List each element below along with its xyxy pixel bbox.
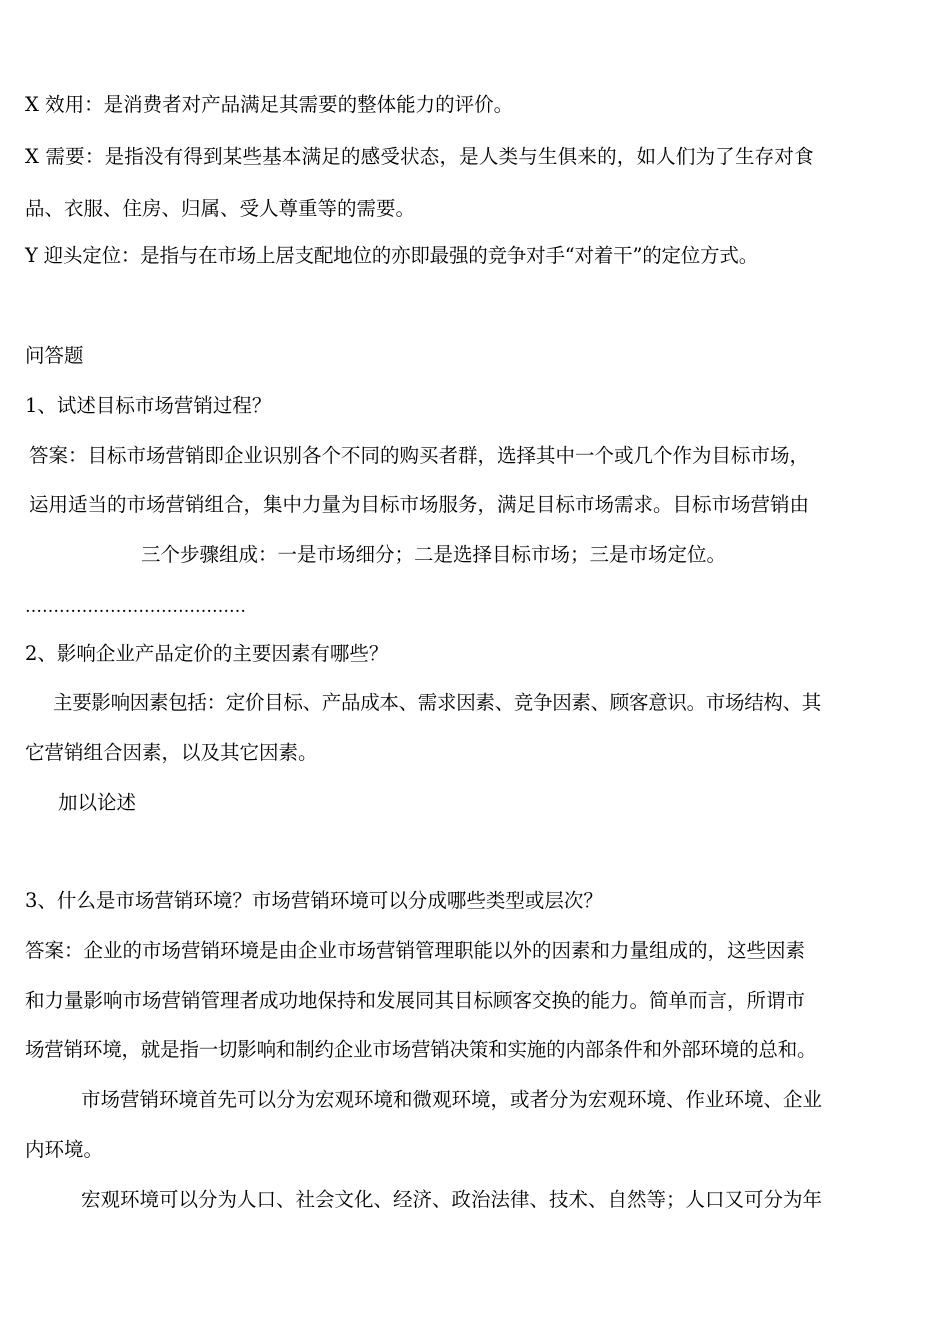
definition-need-line1: X 需要：是指没有得到某些基本满足的感受状态，是人类与生俱来的，如人们为了生存对食 xyxy=(25,145,814,168)
answer-2-line2: 它营销组合因素，以及其它因素。 xyxy=(25,741,318,764)
definition-utility: X 效用：是消费者对产品满足其需要的整体能力的评价。 xyxy=(25,93,514,116)
ellipsis-divider: ………………………………… xyxy=(25,597,246,617)
question-1: 1、试述目标市场营销过程？ xyxy=(25,394,272,417)
answer-2-line1: 主要影响因素包括：定价目标、产品成本、需求因素、竞争因素、顾客意识。市场结构、其 xyxy=(53,691,822,714)
section-heading-qa: 问答题 xyxy=(25,344,84,367)
definition-head-on-positioning: Y 迎头定位：是指与在市场上居支配地位的亦即最强的竞争对手“对着干”的定位方式。 xyxy=(25,244,759,267)
answer-3-line3: 场营销环境，就是指一切影响和制约企业市场营销决策和实施的内部条件和外部环境的总和。 xyxy=(25,1038,817,1061)
answer-3-line4: 市场营销环境首先可以分为宏观环境和微观环境，或者分为宏观环境、作业环境、企业 xyxy=(81,1088,823,1111)
definition-need-line2: 品、衣服、住房、归属、受人尊重等的需要。 xyxy=(25,197,416,220)
answer-1-line1: 答案：目标市场营销即企业识别各个不同的购买者群，选择其中一个或几个作为目标市场， xyxy=(29,444,810,467)
answer-3-line1: 答案：企业的市场营销环境是由企业市场营销管理职能以外的因素和力量组成的，这些因素 xyxy=(25,939,806,962)
answer-3-line5: 内环境。 xyxy=(25,1138,104,1161)
answer-1-line3: 三个步骤组成：一是市场细分；二是选择目标市场；三是市场定位。 xyxy=(141,543,727,566)
answer-3-line2: 和力量影响市场营销管理者成功地保持和发展同其目标顾客交换的能力。简单而言，所谓市 xyxy=(25,989,806,1012)
question-2: 2、影响企业产品定价的主要因素有哪些？ xyxy=(25,642,389,665)
answer-3-line6: 宏观环境可以分为人口、社会文化、经济、政治法律、技术、自然等；人口又可分为年 xyxy=(81,1188,823,1211)
answer-2-note: 加以论述 xyxy=(58,791,137,814)
question-3: 3、什么是市场营销环境？市场营销环境可以分成哪些类型或层次？ xyxy=(25,889,603,912)
answer-1-line2: 运用适当的市场营销组合，集中力量为目标市场服务，满足目标市场需求。目标市场营销由 xyxy=(29,493,810,516)
